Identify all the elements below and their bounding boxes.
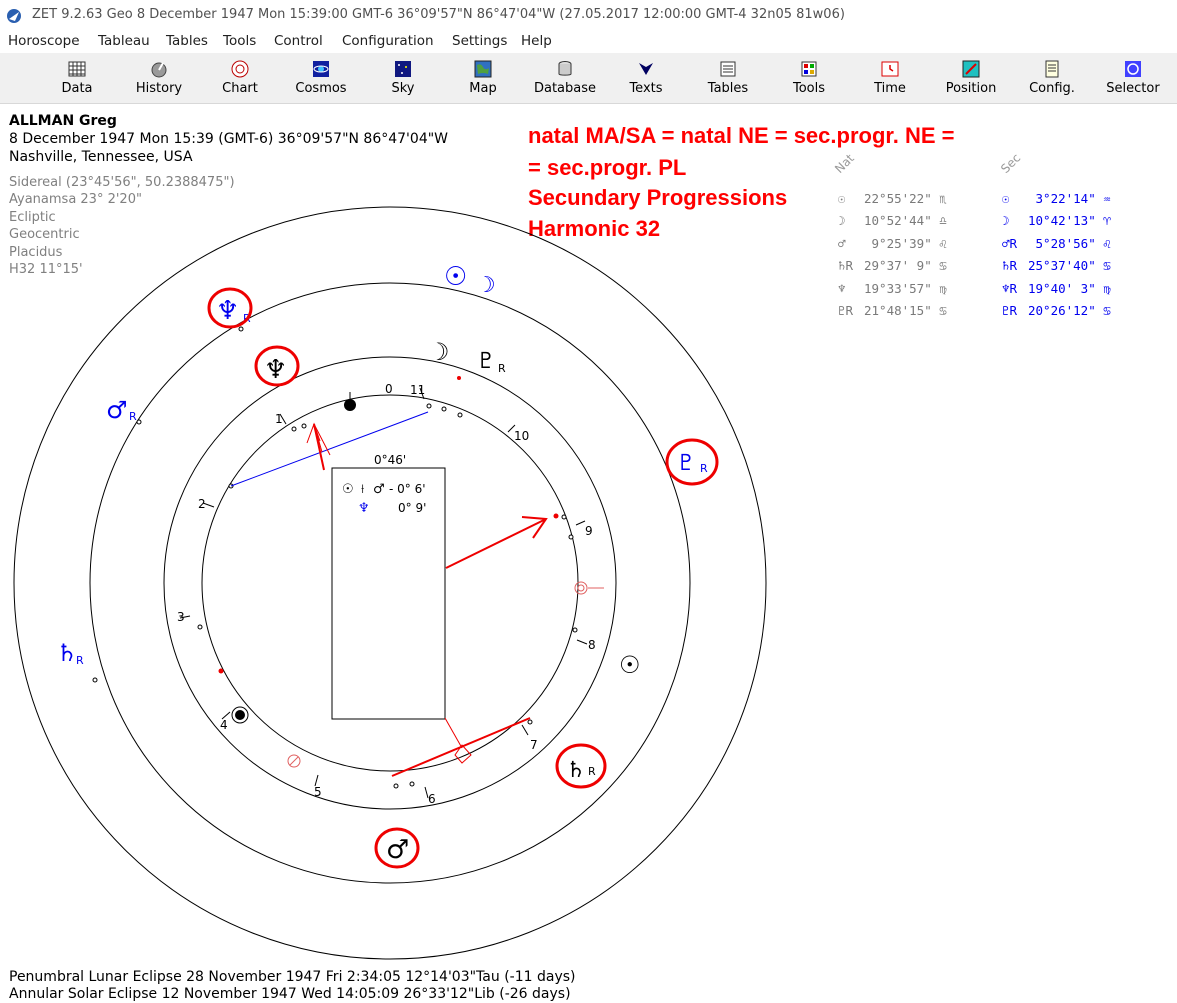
natal-saturn-retro: R — [588, 765, 596, 778]
menu-tools[interactable]: Tools — [223, 33, 257, 49]
setting-sidereal: Sidereal (23°45'56", 50.2388475") — [9, 175, 235, 190]
prog-saturn-retro: R — [76, 654, 84, 667]
nat-row-neptune: ♆ 19°33'57" ♍ — [838, 281, 947, 296]
solar-eclipse-info: Annular Solar Eclipse 12 November 1947 Wed 14:05:09 26°33'12"Lib (-26 days) — [9, 986, 571, 1002]
toolbar-data-button[interactable]: Data — [39, 57, 115, 101]
natal-moon-icon: ☽ — [428, 338, 450, 366]
natal-pluto-retro: R — [498, 362, 506, 375]
toolbar-position-button[interactable]: Position — [933, 57, 1009, 101]
red-dot-left — [219, 669, 224, 674]
sec-column-header: Sec — [998, 150, 1024, 176]
nat-column-header: Nat — [832, 151, 857, 176]
setting-house-system: Placidus — [9, 245, 63, 260]
annotation-line-1: natal MA/SA = natal NE = sec.progr. NE = — [528, 123, 955, 148]
nat-row-moon: ☽ 10°52'44" ♎ — [838, 213, 947, 228]
prog-sun-icon: ☉ — [444, 262, 468, 292]
window-title: ZET 9.2.63 Geo 8 December 1947 Mon 15:39:00 GMT-6 36°09'57"N 86°47'04"W (27.05.2017 12:00:00 GMT-4 32n05 81w06) — [32, 7, 845, 22]
natal-saturn-icon: ♄ — [566, 758, 586, 783]
sec-row-saturn: ♄R 25°37'40" ♋ — [1002, 258, 1111, 273]
sec-row-moon: ☽ 10°42'13" ♈ — [1002, 213, 1111, 228]
box-sun-glyph: ☉ — [342, 482, 354, 497]
annotation-line-4: Harmonic 32 — [528, 216, 661, 241]
menu-tables[interactable]: Tables — [166, 33, 208, 49]
toolbar-chart-button[interactable]: Chart — [202, 57, 278, 101]
toolbar-time-button[interactable]: Time — [852, 57, 928, 101]
aspect-info-box — [332, 468, 445, 719]
menu-help[interactable]: Help — [521, 33, 552, 49]
lunar-eclipse-info: Penumbral Lunar Eclipse 28 November 1947 Fri 2:34:05 12°14'03"Tau (-11 days) — [9, 969, 576, 985]
red-dot-top — [457, 376, 461, 380]
ascendant-dot — [344, 399, 356, 411]
setting-geocentric: Geocentric — [9, 227, 80, 242]
box-midpoint-glyph: ⟊ — [361, 482, 365, 497]
prog-neptune-retro: R — [243, 312, 251, 325]
house-number-9: 9 — [585, 524, 593, 538]
prog-pluto-icon: ♇ — [676, 451, 696, 476]
toolbar-sky-button[interactable]: Sky — [365, 57, 441, 101]
prog-moon-icon: ☽ — [476, 273, 496, 298]
menu-settings[interactable]: Settings — [452, 33, 508, 49]
sec-row-pluto: ♇R 20°26'12" ♋ — [1002, 303, 1111, 318]
birth-place: Nashville, Tennessee, USA — [9, 149, 193, 165]
house-number-1: 1 — [275, 412, 283, 426]
toolbar-tools-button[interactable]: Tools — [771, 57, 847, 101]
annotation-line-3: Secundary Progressions — [528, 185, 788, 210]
house-number-8: 8 — [588, 638, 596, 652]
toolbar-history-button[interactable]: History — [121, 57, 197, 101]
house-number-0: 0 — [385, 382, 393, 396]
house-number-7: 7 — [530, 738, 538, 752]
pars-marker — [575, 582, 587, 594]
birth-datetime: 8 December 1947 Mon 15:39 (GMT-6) 36°09'57"N 86°47'04"W — [9, 131, 449, 147]
menu-control[interactable]: Control — [274, 33, 323, 49]
natal-neptune-icon: ♆ — [264, 355, 288, 385]
prog-saturn-icon: ♄ — [56, 639, 78, 667]
sec-row-mars: ♂R 5°28'56" ♌ — [1002, 236, 1111, 251]
natal-pluto-icon: ♇ — [476, 349, 496, 374]
nat-row-saturn: ♄R 29°37' 9" ♋ — [838, 258, 947, 273]
person-name: ALLMAN Greg — [9, 113, 117, 129]
house-number-4: 4 — [220, 718, 228, 732]
natal-sun-icon: ☉ — [619, 651, 641, 679]
house-number-2: 2 — [198, 497, 206, 511]
setting-ecliptic: Ecliptic — [9, 210, 56, 225]
prog-mars-icon: ♂ — [106, 396, 128, 424]
toolbar-texts-button[interactable]: Texts — [608, 57, 684, 101]
toolbar-selector-button[interactable]: Selector — [1095, 57, 1171, 101]
nat-row-pluto: ♇R 21°48'15" ♋ — [838, 303, 947, 318]
toolbar-config-button[interactable]: Config. — [1014, 57, 1090, 101]
nat-row-mars: ♂ 9°25'39" ♌ — [838, 236, 947, 251]
house-number-6: 6 — [428, 792, 436, 806]
toolbar-database-button[interactable]: Database — [527, 57, 603, 101]
prog-neptune-icon: ♆ — [216, 296, 240, 326]
menu-tableau[interactable]: Tableau — [98, 33, 150, 49]
box-row1-value: - 0° 6' — [389, 482, 426, 496]
toolbar-cosmos-button[interactable]: Cosmos — [283, 57, 359, 101]
sec-row-sun: ☉ 3°22'14" ♒ — [1002, 191, 1111, 206]
house-number-10: 10 — [514, 429, 530, 443]
prog-pluto-retro: R — [700, 462, 708, 475]
setting-ayanamsa: Ayanamsa 23° 2'20" — [9, 192, 142, 207]
red-dot-upper — [554, 514, 559, 519]
toolbar-tables-button[interactable]: Tables — [690, 57, 766, 101]
nat-row-sun: ☉ 22°55'22" ♏ — [838, 191, 947, 206]
box-row2-value: 0° 9' — [398, 501, 427, 515]
sec-row-neptune: ♆R 19°40' 3" ♍ — [1002, 281, 1111, 296]
house-number-5: 5 — [314, 785, 322, 799]
house-number-3: 3 — [177, 610, 185, 624]
menu-horoscope[interactable]: Horoscope — [8, 33, 80, 49]
aspect-angle-label: 0°46' — [374, 453, 407, 467]
setting-harmonic: H32 11°15' — [9, 262, 83, 277]
descendant-marker — [234, 709, 246, 721]
box-neptune-glyph: ♆ — [358, 501, 370, 516]
box-mars-glyph: ♂ — [373, 482, 385, 497]
prog-mars-retro: R — [129, 410, 137, 423]
toolbar-map-button[interactable]: Map — [445, 57, 521, 101]
house-number-11: 11 — [410, 383, 426, 397]
annotation-line-2: = sec.progr. PL — [528, 155, 687, 180]
natal-mars-icon: ♂ — [386, 835, 410, 865]
menu-configuration[interactable]: Configuration — [342, 33, 434, 49]
